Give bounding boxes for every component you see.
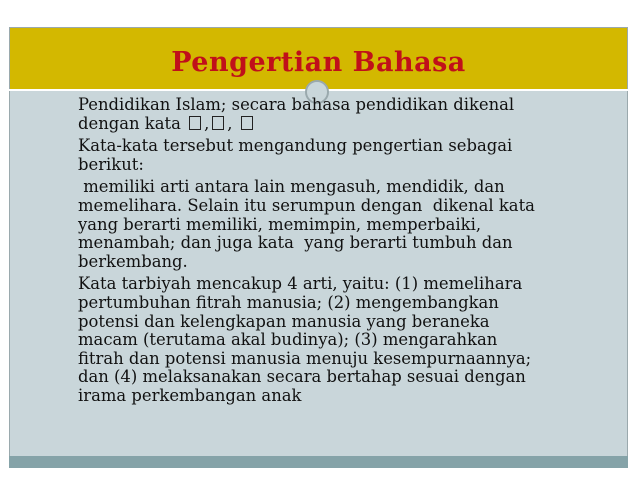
paragraph-3 [78,178,618,271]
text-line: irama perkembangan anak [78,385,302,405]
paragraph-4 [78,275,618,405]
text-line: dengan kata [78,113,181,133]
text-line: potensi dan kelengkapan manusia yang beraneka [78,311,490,331]
text-line: yang berarti memiliki, memimpin, memperbaiki, [78,214,482,234]
text-line: memelihara. Selain itu serumpun dengan dikenal kata [78,195,535,215]
separator: , [204,113,210,133]
text-line: menambah; dan juga kata yang berarti tumbuh dan [78,233,513,253]
text-line: Pendidikan Islam; secara bahasa pendidikan dikenal [78,95,515,114]
text-line: Kata tarbiyah mencakup 4 arti, yaitu: (1) memelihara [78,274,523,294]
missing-glyph-icon [212,116,224,130]
missing-glyph-icon [241,116,253,130]
slide-content [78,96,618,410]
separator: , [227,113,233,133]
slide-footer-bar [9,456,628,468]
text-line: berikut: [78,154,144,174]
text-line: pertumbuhan fitrah manusia; (2) mengembangkan [78,292,499,312]
paragraph-2 [78,137,618,174]
text-line: memiliki arti antara lain mengasuh, mendidik, dan [78,177,505,197]
missing-glyph-icon [189,116,201,130]
slide-title: Pengertian Bahasa [171,47,466,78]
text-line: dan (4) melaksanakan secara bertahap sesuai dengan [78,367,526,387]
text-line: berkembang. [78,251,188,271]
text-line: macam (terutama akal budinya); (3) mengarahkan [78,330,498,350]
paragraph-1 [78,96,618,133]
text-line: fitrah dan potensi manusia menuju kesempurnaannya; [78,348,532,368]
text-line [78,115,618,134]
text-line: Kata-kata tersebut mengandung pengertian sebagai [78,136,513,156]
